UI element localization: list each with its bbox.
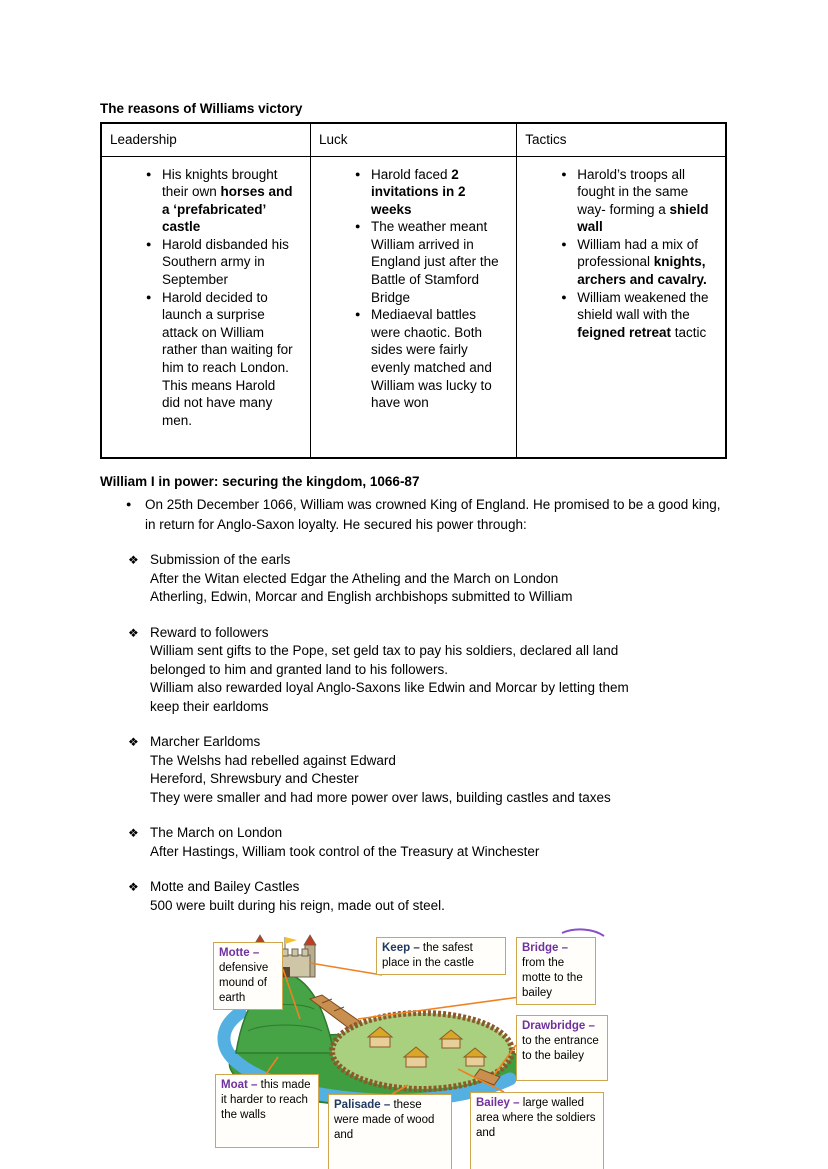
subsections: [100, 551, 727, 915]
subsection-line: They were smaller and had more power over laws, building castles and taxes: [150, 789, 611, 805]
callout-drawbridge-desc: to the entrance to the bailey: [522, 1035, 599, 1062]
subsection-title-text: Reward to followers: [150, 624, 269, 640]
document-content: [100, 100, 727, 1169]
callout-bailey-term: Bailey –: [476, 1097, 520, 1109]
callout-bailey-desc: large walled area where the soldiers and: [476, 1097, 596, 1139]
tactics-list: [517, 166, 710, 342]
text: Mediaeval battles were chaotic. Both sides were fairly evenly matched and William was lucky to have won: [371, 307, 492, 411]
subsection-line: William also rewarded loyal Anglo-Saxons like Edwin and Morcar by letting them: [150, 680, 629, 695]
text: William had a mix of professional: [577, 236, 699, 270]
subsection-title: [100, 624, 727, 643]
table-bullet-item: [146, 236, 295, 289]
victory-table: [100, 122, 727, 459]
table-bullet-item: [146, 166, 295, 236]
power-heading: William I in power: securing the kingdom, 1066-87: [100, 474, 420, 489]
callout-drawbridge: [516, 1015, 608, 1081]
callout-moat-term: Moat –: [221, 1079, 258, 1091]
table-header-row: [101, 123, 726, 156]
callout-bridge-desc: from the motte to the bailey: [522, 957, 583, 999]
subsection-title-text: The March on London: [150, 825, 283, 840]
diamond-bullet-icon: ❖: [128, 826, 139, 840]
callout-palisade-desc: these were made of wood and: [334, 1099, 435, 1141]
text: tactic: [671, 324, 707, 340]
subsection-title-text: Marcher Earldoms: [150, 734, 261, 749]
callout-bridge-term: Bridge –: [522, 942, 569, 954]
diamond-bullet-icon: ❖: [128, 880, 139, 894]
subsection-title: [100, 824, 727, 843]
diamond-bullet-icon: ❖: [128, 735, 139, 749]
callout-keep-term: Keep –: [382, 942, 420, 954]
text: Harold decided to launch a surprise attack on William rather than waiting for him to reach London. This means Harold did not have many men.: [162, 289, 293, 428]
table-bullet-item: [355, 166, 501, 219]
table-bullet-item: [561, 166, 710, 236]
subsection-line: William sent gifts to the Pope, set geld tax to pay his soldiers, declared all land: [150, 643, 619, 658]
subsection-line: After Hastings, William took control of the Treasury at Winchester: [150, 843, 540, 859]
intro-text: On 25th December 1066, William was crowned King of England. He promised to be a good king, in return for Anglo-Saxon loyalty. He secured his power through:: [145, 497, 721, 532]
bullet-icon: ●: [126, 499, 132, 509]
bold-text: feigned retreat: [577, 324, 671, 340]
callout-keep: [376, 937, 506, 975]
callout-palisade-term: Palisade –: [334, 1099, 391, 1111]
leadership-list: [102, 166, 295, 430]
subsection-line: The Welshs had rebelled against Edward: [150, 752, 396, 768]
subsection: [100, 878, 727, 915]
subsection: [100, 624, 727, 717]
subsection-line: After the Witan elected Edgar the Atheling and the March on London: [150, 570, 559, 586]
table-body-row: [101, 156, 726, 458]
subsection-title-text: Motte and Bailey Castles: [150, 879, 300, 894]
table-bullet-item: [355, 306, 501, 412]
purple-squiggle: [562, 929, 604, 936]
callout-moat: [215, 1074, 319, 1148]
bold-text: shield wall: [577, 201, 709, 235]
callout-motte-desc: defensive mound of earth: [219, 962, 269, 1004]
intro-bullet: [100, 495, 727, 534]
text: Harold’s troops all fought in the same way- forming a: [577, 166, 689, 217]
callout-bridge: [516, 937, 596, 1005]
subsection-line: Atherling, Edwin, Morcar and English archbishops submitted to William: [150, 589, 573, 604]
subsection-line: keep their earldoms: [150, 698, 269, 714]
text: Harold faced: [371, 166, 452, 182]
subsection-title: [100, 733, 727, 752]
bold-text: knights, archers and cavalry.: [577, 254, 707, 288]
subsection: [100, 551, 727, 607]
callout-motte-term: Motte –: [219, 947, 260, 959]
table-cell-luck: [311, 156, 517, 458]
subsection-line: 500 were built during his reign, made out of steel.: [150, 897, 445, 913]
callout-moat-desc: this made it harder to reach the walls: [221, 1079, 311, 1121]
callout-drawbridge-term: Drawbridge –: [522, 1020, 595, 1032]
bold-text: horses and a ‘prefabricated’ castle: [162, 184, 293, 235]
subsection-title-text: Submission of the earls: [150, 552, 291, 567]
text: His knights brought their own: [162, 166, 278, 200]
bold-text: 2 invitations in 2 weeks: [371, 166, 466, 217]
table-bullet-item: [561, 236, 710, 289]
callout-keep-desc: the safest place in the castle: [382, 942, 475, 969]
subsection-title: [100, 551, 727, 570]
castle-figure: [210, 927, 610, 1169]
table-header-tactics: Tactics: [517, 123, 726, 156]
subsection-title: [100, 878, 727, 897]
callout-palisade: [328, 1094, 452, 1169]
subsection: [100, 824, 727, 861]
table-bullet-item: [146, 289, 295, 430]
text: Harold disbanded his Southern army in September: [162, 236, 289, 288]
table-header-luck: Luck: [311, 123, 517, 156]
callout-motte: [213, 942, 283, 1010]
table-header-leadership: Leadership: [101, 123, 311, 156]
diamond-bullet-icon: ❖: [128, 553, 139, 567]
subsection-line: belonged to him and granted land to his followers.: [150, 661, 448, 677]
table-cell-leadership: [101, 156, 311, 458]
victory-heading: The reasons of Williams victory: [100, 101, 303, 116]
table-bullet-item: [561, 289, 710, 342]
text: The weather meant William arrived in England just after the Battle of Stamford Bridge: [371, 219, 499, 305]
text: William weakened the shield wall with the: [577, 289, 709, 323]
diamond-bullet-icon: ❖: [128, 625, 139, 640]
callout-bailey: [470, 1092, 604, 1169]
table-cell-tactics: [517, 156, 726, 458]
subsection: [100, 733, 727, 807]
table-bullet-item: [355, 218, 501, 306]
subsection-line: Hereford, Shrewsbury and Chester: [150, 771, 359, 786]
luck-list: [311, 166, 501, 412]
